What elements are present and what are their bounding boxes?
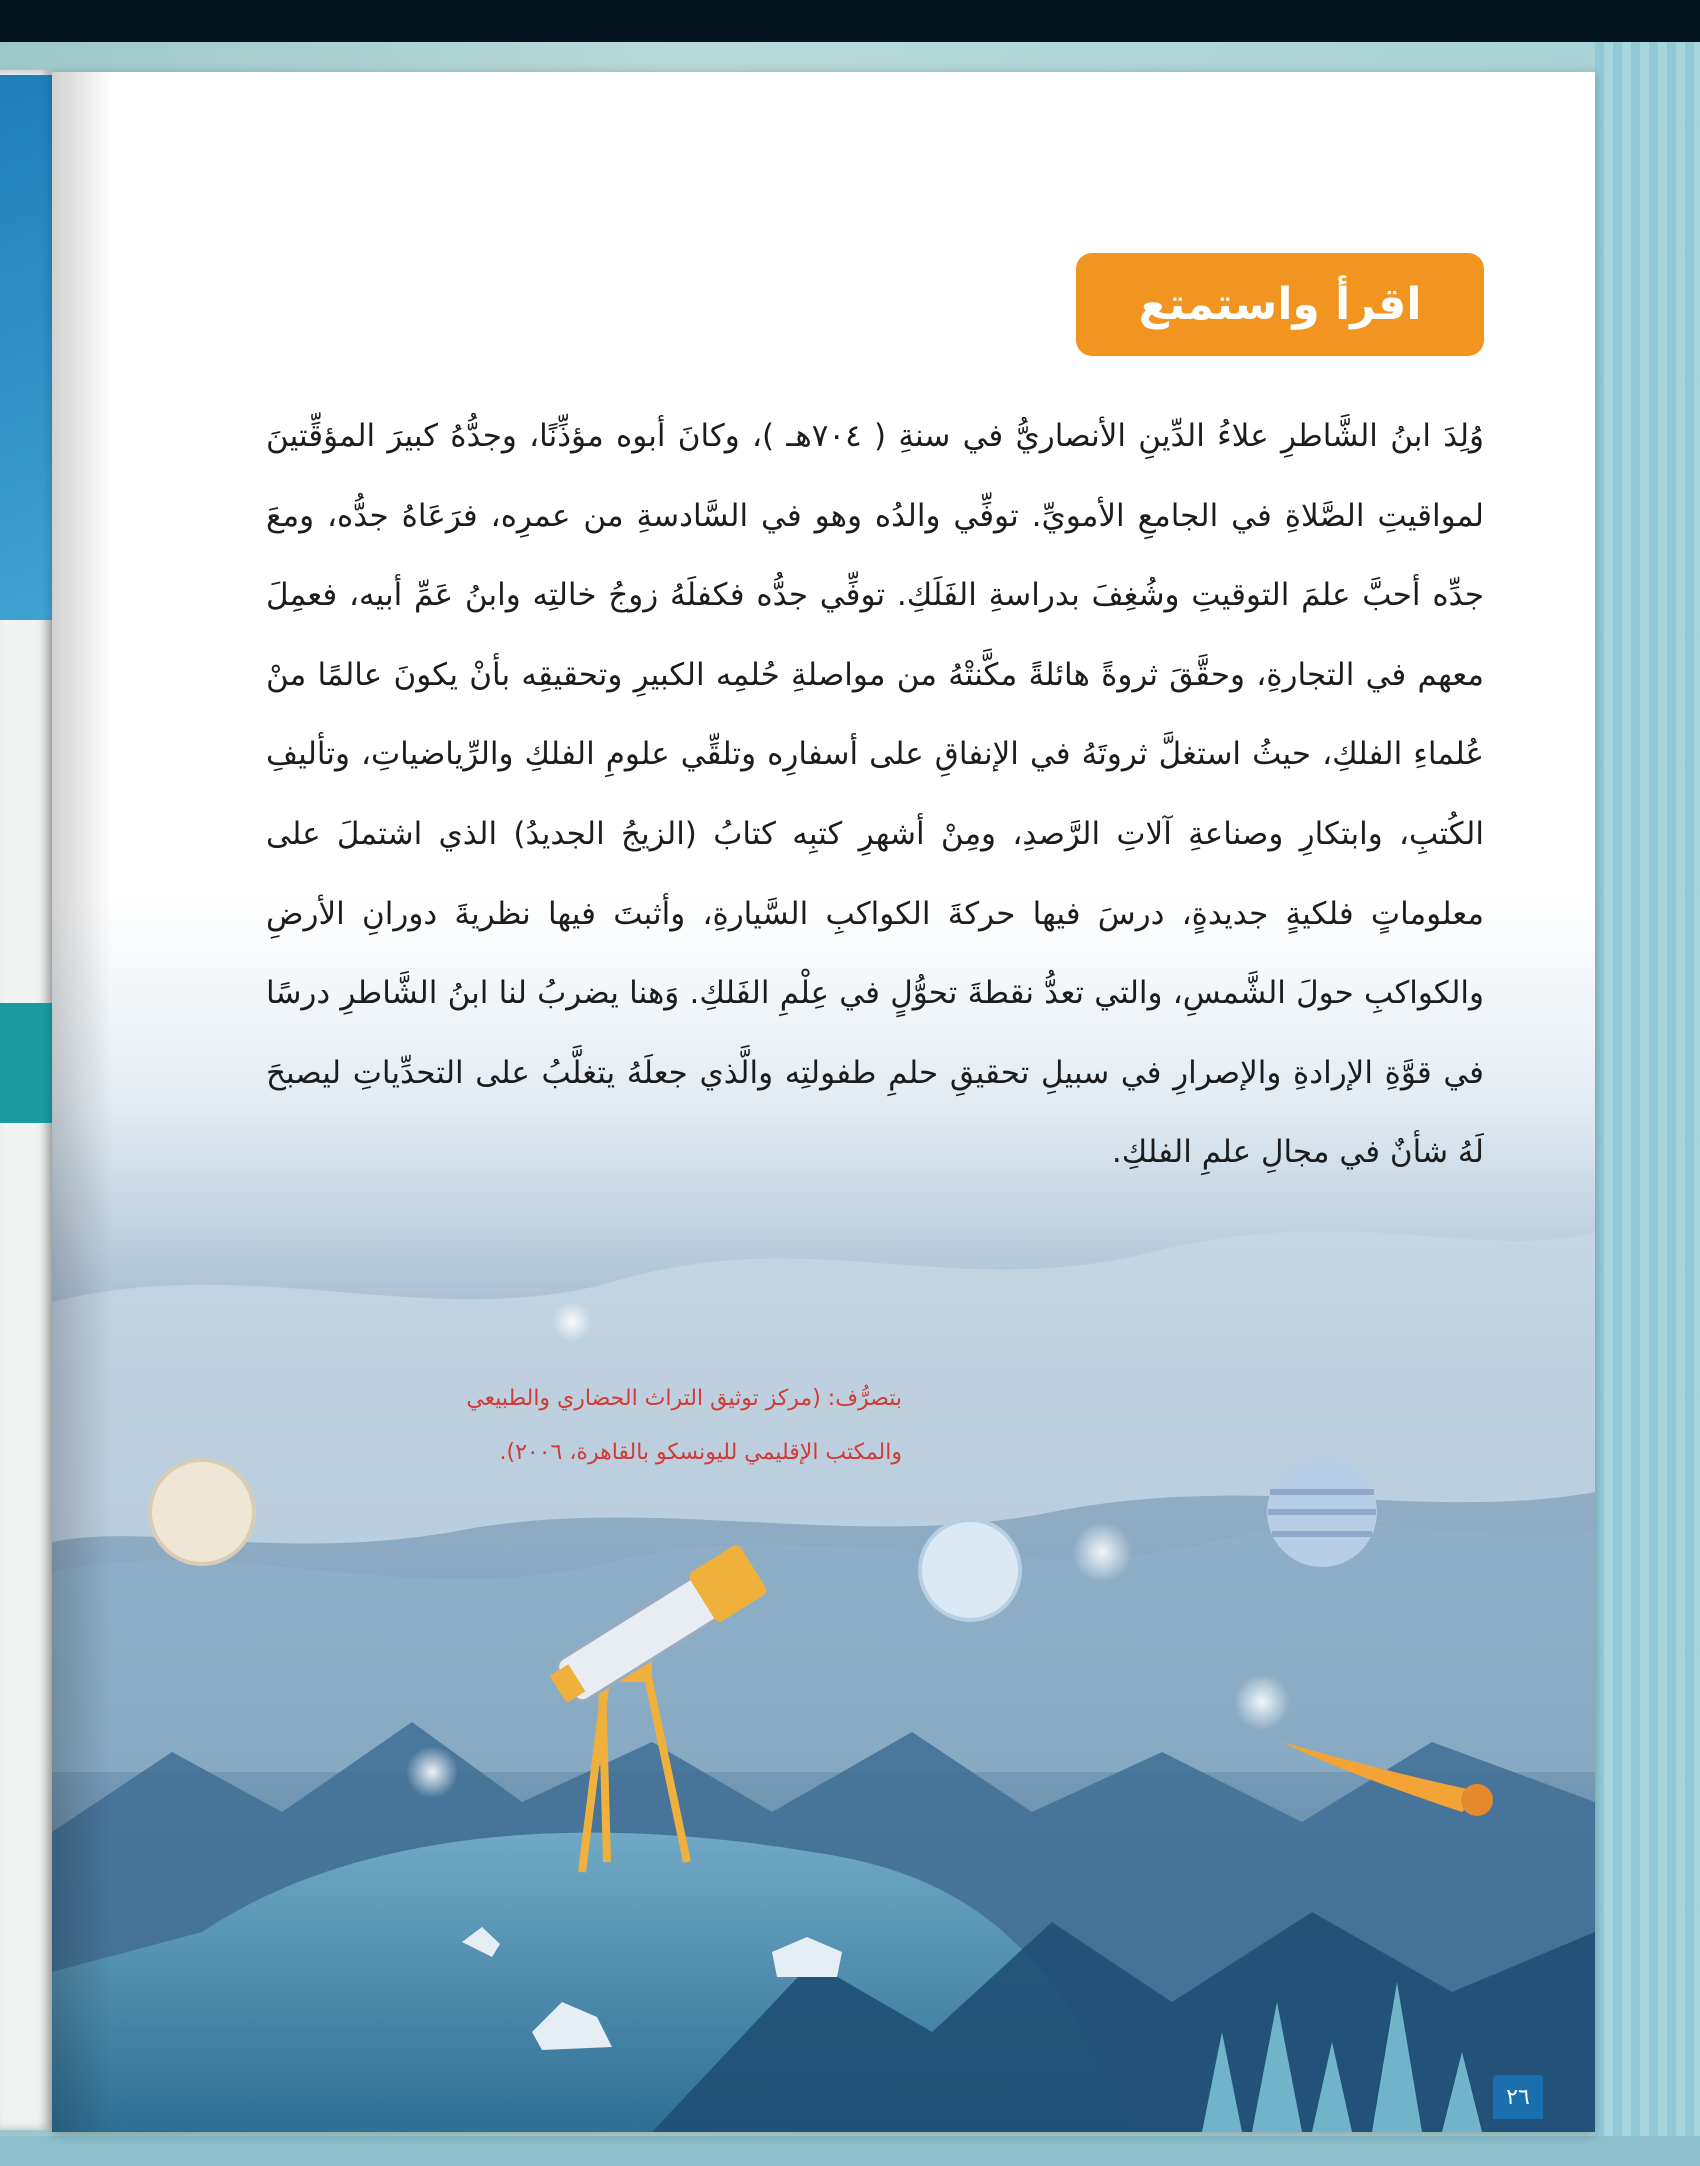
book-page [52,72,1595,2132]
glow-4 [552,1302,592,1342]
page-number: ٢٦ [1493,2075,1543,2119]
planet-beige [150,1460,254,1564]
glow-1 [1072,1522,1132,1582]
previous-page-teal-block [0,1003,52,1123]
section-heading-badge: اقرأ واستمتع [1076,253,1484,356]
glow-2 [1234,1674,1290,1730]
story-paragraph: وُلِدَ ابنُ الشَّاطرِ علاءُ الدِّينِ الأنصاريُّ في سنةِ ( ٧٠٤هـ )، وكانَ أبوه مؤذِّنًا، وجدُّهُ كبيرَ المؤقِّتينَ لمواقيتِ الصَّلاةِ في الجامعِ الأمويِّ. توفِّي والدُه وهو في السَّادسةِ من عمرِه، فرَعَاهُ جدُّه، ومعَ جدِّه أحبَّ علمَ التوقيتِ وشُغِفَ بدراسةِ الفَلَكِ. توفِّي جدُّه فكفلَهُ زوجُ خالتِه وابنُ عَمِّ أبيه، فعمِلَ معهم في التجارةِ، وحقَّقَ ثروةً هائلةً مكَّنتْهُ من مواصلةِ حُلمِه الكبيرِ وتحقيقِه بأنْ يكونَ عالمًا منْ عُلماءِ الفلكِ، حيثُ استغلَّ ثروتَهُ في الإنفاقِ على أسفارِه وتلقِّي علومِ الفلكِ والرِّياضياتِ، وتأليفِ الكُتبِ، وابتكارِ وصناعةِ آلاتِ الرَّصدِ، ومِنْ أشهرِ كتبِه كتابُ (الزيجُ الجديدُ) الذي اشتملَ على معلوماتٍ فلكيةٍ جديدةٍ، درسَ فيها حركةَ الكواكبِ السَّيارةِ، وأثبتَ فيها نظريةَ دورانِ الأرضِ والكواكبِ حولَ الشَّمسِ، والتي تعدُّ نقطةَ تحوُّلٍ في عِلْمِ الفَلكِ. وَهنا يضربُ لنا ابنُ الشَّاطرِ درسًا في قوَّةِ الإرادةِ والإصرارِ في سبيلِ تحقيقِ حلمِ طفولتِه والَّذي جعلَهُ يتغلَّبُ على التحدِّياتِ ليصبحَ لَهُ شأنٌ في مجالِ علمِ الفلكِ. [266,418,1484,1171]
bottom-page-edge [0,2136,1700,2166]
planet-blue-small [920,1520,1020,1620]
glow-3 [406,1746,458,1798]
right-page-edge [1595,42,1700,2166]
comet-head [1461,1784,1493,1816]
viewer-top-bar [0,0,1700,42]
source-line-2: والمكتب الإقليمي لليونسكو بالقاهرة، ٢٠٠٦). [499,1440,902,1465]
page-fold-shadow [52,72,112,2132]
previous-page-blue-block [0,75,52,620]
source-line-1: بتصرُّف: (مركز توثيق التراث الحضاري والطبيعي [466,1386,902,1411]
source-citation [302,1372,902,1480]
